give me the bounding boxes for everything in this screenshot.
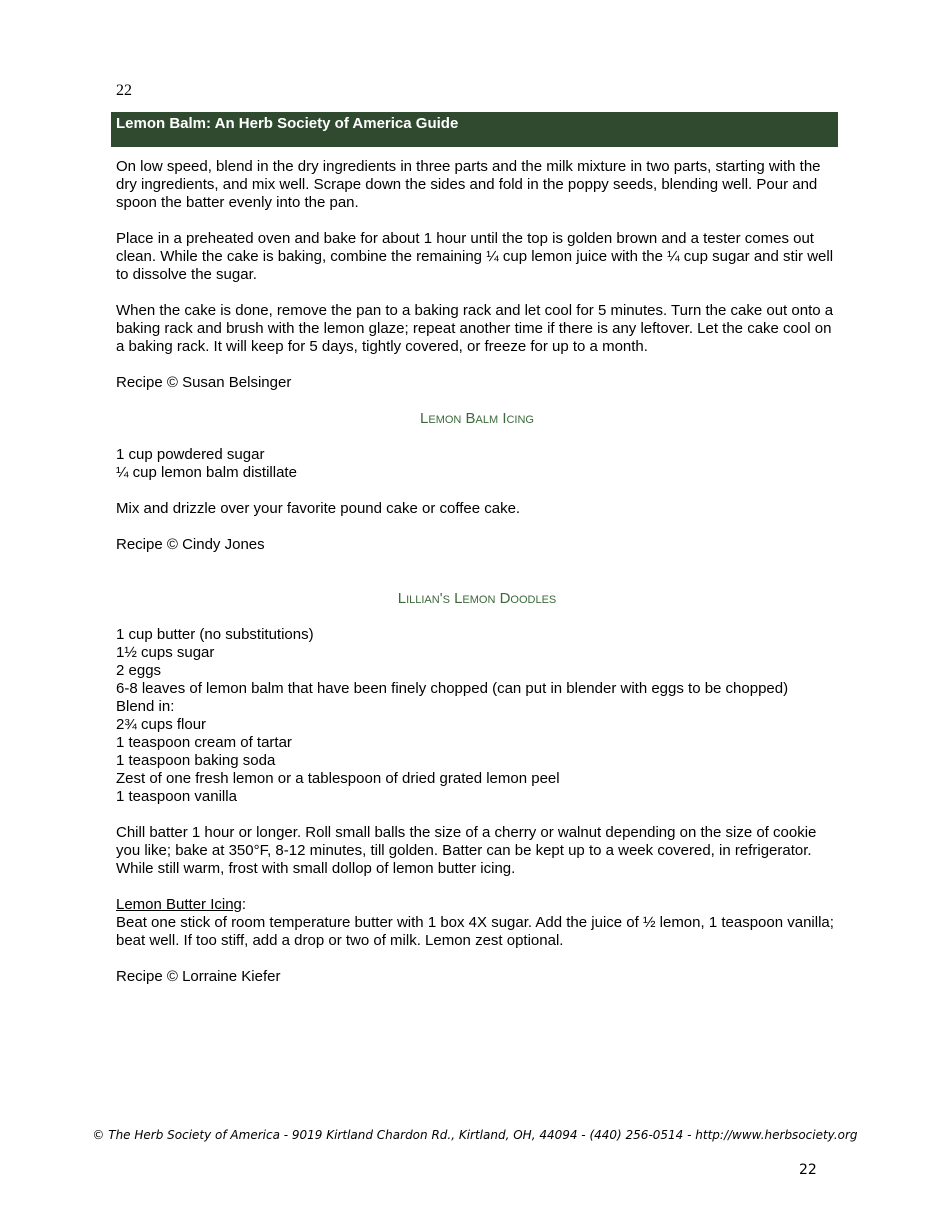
lemon-butter-icing-block	[116, 896, 838, 914]
ingredient-item: 1 teaspoon vanilla	[116, 788, 237, 805]
lemon-butter-icing-label: Lemon Butter Icing	[116, 896, 242, 913]
page-number-top: 22	[116, 82, 132, 99]
ingredient-item: 2¾ cups flour	[116, 716, 207, 733]
lemon-doodles-heading: Lillian's Lemon Doodles	[397, 590, 557, 607]
lemon-balm-icing-ingredients	[116, 446, 838, 482]
ingredient-item: 1 teaspoon cream of tartar	[116, 734, 292, 751]
document-header-bar	[111, 112, 838, 147]
ingredient-item: 2 eggs	[116, 662, 162, 679]
section-spacer	[116, 572, 838, 590]
ingredient-item: Zest of one fresh lemon or a tablespoon of dried grated lemon peel	[116, 770, 560, 787]
lemon-balm-icing-credit: Recipe © Cindy Jones	[116, 536, 265, 553]
lemon-doodles-credit: Recipe © Lorraine Kiefer	[116, 968, 281, 985]
lemon-butter-icing-text: Beat one stick of room temperature butter with 1 box 4X sugar. Add the juice of ½ lemon, 1 teaspoon vanilla; beat well. If too stiff, add a drop or two of milk. Lemon zest optional.	[116, 914, 834, 949]
cake-paragraph-1: On low speed, blend in the dry ingredients in three parts and the milk mixture in two parts, starting with the dry ingredients, and mix well. Scrape down the sides and fold in the poppy seeds, blending well. Pour and spoon the batter evenly into the pan.	[116, 158, 821, 211]
page-number-bottom: 22	[799, 1162, 817, 1178]
lemon-balm-icing-heading: Lemon Balm Icing	[420, 410, 534, 427]
ingredient-item: Blend in:	[116, 698, 175, 715]
ingredient-item: 1 cup butter (no substitutions)	[116, 626, 314, 643]
page-footer: © The Herb Society of America - 9019 Kirtland Chardon Rd., Kirtland, OH, 44094 - (440) 256-0514 - http://www.herbsociety.org	[92, 1128, 858, 1142]
cake-paragraph-3: When the cake is done, remove the pan to a baking rack and let cool for 5 minutes. Turn the cake out onto a baking rack and brush with the lemon glaze; repeat another time if there is any leftover. Let the cake cool on a baking rack. It will keep for 5 days, tightly covered, or freeze for up to a month.	[116, 302, 834, 355]
ingredient-item: 6-8 leaves of lemon balm that have been finely chopped (can put in blender with eggs to be chopped)	[116, 680, 789, 697]
lemon-butter-icing-colon: :	[241, 896, 247, 913]
lemon-doodles-ingredients	[116, 626, 838, 806]
ingredient-item: 1½ cups sugar	[116, 644, 215, 661]
ingredient-item: ¼ cup lemon balm distillate	[116, 464, 297, 481]
page-content	[116, 158, 838, 1004]
ingredient-item: 1 teaspoon baking soda	[116, 752, 276, 769]
cake-paragraph-2: Place in a preheated oven and bake for about 1 hour until the top is golden brown and a tester comes out clean. While the cake is baking, combine the remaining ¼ cup lemon juice with the ¼ cup sugar and stir well to dissolve the sugar.	[116, 230, 834, 283]
ingredient-item: 1 cup powdered sugar	[116, 446, 265, 463]
lemon-balm-icing-instructions: Mix and drizzle over your favorite pound cake or coffee cake.	[116, 500, 521, 517]
lemon-doodles-instructions: Chill batter 1 hour or longer. Roll small balls the size of a cherry or walnut depending on the size of cookie you like; bake at 350°F, 8-12 minutes, till golden. Batter can be kept up to a week covered, in refrigerator. While still warm, frost with small dollop of lemon butter icing.	[116, 824, 817, 877]
document-title: Lemon Balm: An Herb Society of America Guide	[116, 115, 459, 132]
cake-recipe-credit: Recipe © Susan Belsinger	[116, 374, 292, 391]
